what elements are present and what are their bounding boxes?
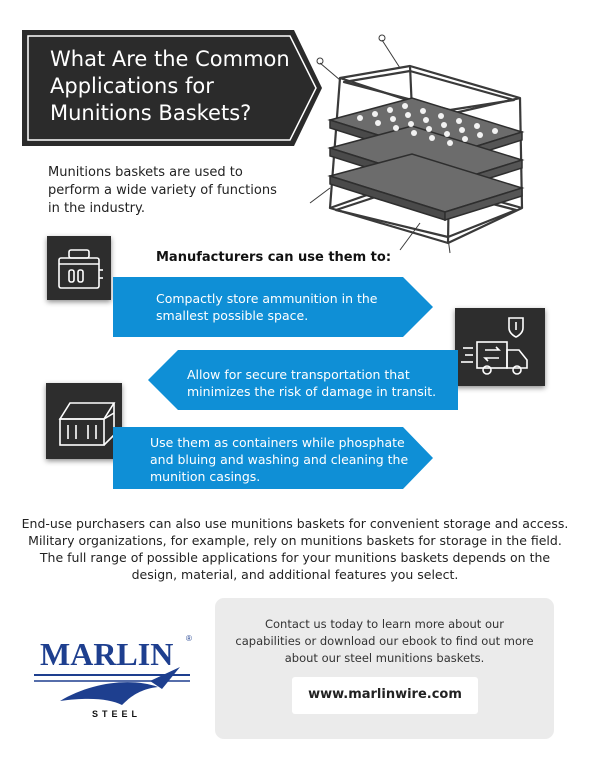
delivery-truck-icon bbox=[455, 308, 545, 386]
use-text-1: Compactly store ammunition in the smallest possible space. bbox=[156, 291, 378, 323]
ammo-can-icon bbox=[47, 236, 111, 300]
svg-text:STEEL: STEEL bbox=[92, 709, 142, 719]
contact-text: Contact us today to learn more about our capabilities or download our ebook to find out more about our steel munitions baskets. bbox=[235, 617, 534, 665]
munitions-basket-illustration bbox=[300, 28, 570, 258]
svg-text:®: ® bbox=[186, 634, 192, 643]
use-text-2: Allow for secure transportation that minimizes the risk of damage in transit. bbox=[187, 367, 437, 399]
open-box-icon bbox=[46, 383, 122, 459]
website-link[interactable]: www.marlinwire.com bbox=[308, 687, 462, 702]
svg-text:MARLIN: MARLIN bbox=[40, 636, 174, 672]
page-title: What Are the Common Applications for Munitions Baskets? bbox=[50, 47, 290, 125]
intro-text: Munitions baskets are used to perform a wide variety of functions in the industry. bbox=[48, 165, 277, 216]
manufacturers-heading: Manufacturers can use them to: bbox=[156, 250, 392, 265]
marlin-steel-logo bbox=[30, 627, 200, 719]
use-text-3: Use them as containers while phosphate and bluing and washing and cleaning the munition casings. bbox=[150, 435, 409, 484]
closing-paragraph: End-use purchasers can also use munitions baskets for convenient storage and access. Military organizations, for example, rely on munitions baskets for storage in the field. The full range of possible applications for your munitions baskets depends on the design, material, and additional features you select. bbox=[21, 516, 569, 582]
